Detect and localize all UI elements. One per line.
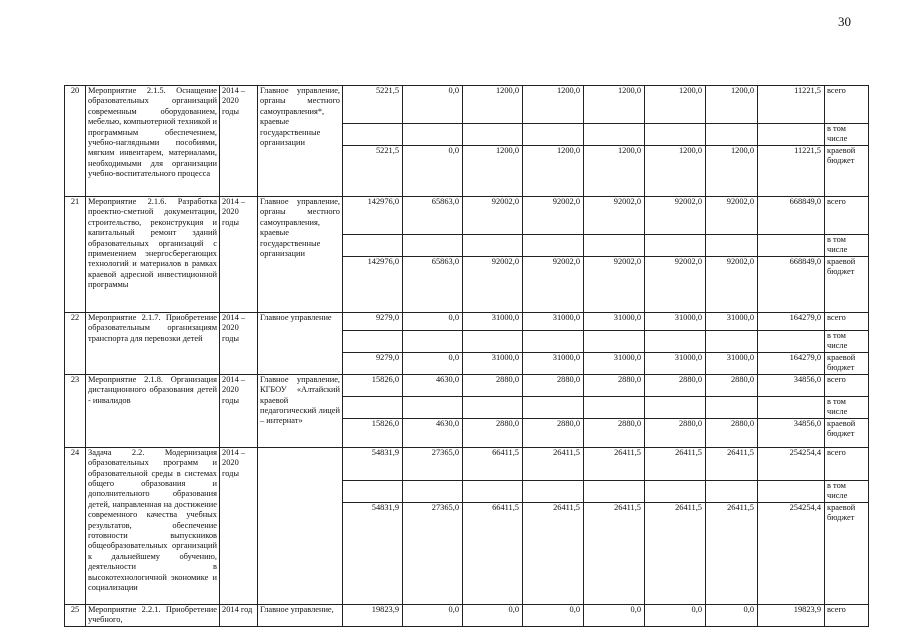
total-value-cell: 92002,0	[523, 197, 584, 235]
budget-value-cell: 9279,0	[343, 353, 403, 375]
total-value-cell: 0,0	[584, 604, 645, 626]
empty-value-cell	[523, 124, 584, 146]
budget-value-cell: 2880,0	[523, 418, 584, 447]
empty-value-cell	[343, 480, 403, 502]
budget-value-cell: 31000,0	[706, 353, 758, 375]
empty-value-cell	[706, 480, 758, 502]
total-value-cell: 92002,0	[463, 197, 523, 235]
total-value-cell: 31000,0	[645, 313, 706, 331]
source-label-cell: всего	[825, 313, 869, 331]
total-value-cell: 164279,0	[758, 313, 825, 331]
budget-value-cell: 26411,5	[706, 502, 758, 604]
budget-value-cell: 31000,0	[645, 353, 706, 375]
total-value-cell: 0,0	[706, 604, 758, 626]
table-row	[65, 86, 869, 124]
budget-value-cell: 26411,5	[584, 502, 645, 604]
row-number-cell: 23	[65, 374, 86, 447]
total-value-cell: 2880,0	[463, 374, 523, 396]
empty-value-cell	[463, 331, 523, 353]
empty-value-cell	[463, 124, 523, 146]
empty-value-cell	[645, 331, 706, 353]
budget-value-cell: 92002,0	[645, 257, 706, 313]
empty-value-cell	[463, 396, 523, 418]
empty-value-cell	[403, 124, 463, 146]
empty-value-cell	[758, 235, 825, 257]
budget-value-cell: 66411,5	[463, 502, 523, 604]
activity-name-cell: Мероприятие 2.1.8. Организация дистанционного образования детей - инвалидов	[86, 374, 220, 447]
source-label-cell: всего	[825, 86, 869, 124]
source-label-cell: всего	[825, 604, 869, 626]
empty-value-cell	[403, 396, 463, 418]
total-value-cell: 0,0	[463, 604, 523, 626]
period-cell: 2014 – 2020 годы	[220, 86, 258, 197]
source-label-cell: краевой бюджет	[825, 146, 869, 197]
total-value-cell: 92002,0	[584, 197, 645, 235]
source-label-cell: в том числе	[825, 235, 869, 257]
empty-value-cell	[758, 124, 825, 146]
table-row	[65, 197, 869, 235]
empty-value-cell	[463, 480, 523, 502]
source-label-cell: всего	[825, 374, 869, 396]
budget-value-cell: 1200,0	[523, 146, 584, 197]
total-value-cell: 66411,5	[463, 447, 523, 480]
source-label-cell: краевой бюджет	[825, 257, 869, 313]
total-value-cell: 142976,0	[343, 197, 403, 235]
activity-name-cell: Мероприятие 2.1.6. Разработка проектно-сметной документации, строительство, реконструкция и капитальный ремонт зданий образовательных организаций с применением энергосберегающих технологий и материалов в рамках краевой адресной инвестиционной программы	[86, 197, 220, 313]
budget-value-cell: 1200,0	[706, 146, 758, 197]
total-value-cell: 9279,0	[343, 313, 403, 331]
empty-value-cell	[584, 480, 645, 502]
budget-value-cell: 26411,5	[523, 502, 584, 604]
budget-value-cell: 0,0	[403, 146, 463, 197]
total-value-cell: 2880,0	[523, 374, 584, 396]
executor-cell	[258, 447, 343, 604]
total-value-cell: 26411,5	[706, 447, 758, 480]
total-value-cell: 11221,5	[758, 86, 825, 124]
activity-name-cell: Задача 2.2. Модернизация образовательных программ и образовательной среды в системах общего образования и дополнительного образования детей, направленная на достижение современного качества учебных результатов, обеспечение готовности выпускников общеобразовательных организаций к дальнейшему обучению, деятельности в высокотехнологичной экономике и социализации	[86, 447, 220, 604]
table-body	[65, 86, 869, 627]
source-label-cell: всего	[825, 447, 869, 480]
budget-value-cell: 31000,0	[463, 353, 523, 375]
total-value-cell: 2880,0	[706, 374, 758, 396]
empty-value-cell	[645, 396, 706, 418]
total-value-cell: 0,0	[645, 604, 706, 626]
empty-value-cell	[403, 331, 463, 353]
total-value-cell: 254254,4	[758, 447, 825, 480]
total-value-cell: 2880,0	[584, 374, 645, 396]
empty-value-cell	[343, 235, 403, 257]
row-number-cell: 22	[65, 313, 86, 375]
empty-value-cell	[645, 124, 706, 146]
empty-value-cell	[584, 235, 645, 257]
total-value-cell: 92002,0	[645, 197, 706, 235]
budget-value-cell: 164279,0	[758, 353, 825, 375]
budget-value-cell: 11221,5	[758, 146, 825, 197]
empty-value-cell	[645, 480, 706, 502]
empty-value-cell	[343, 331, 403, 353]
empty-value-cell	[584, 331, 645, 353]
table-row	[65, 447, 869, 480]
empty-value-cell	[645, 235, 706, 257]
total-value-cell: 54831,9	[343, 447, 403, 480]
period-cell: 2014 – 2020 годы	[220, 447, 258, 604]
source-label-cell: всего	[825, 197, 869, 235]
empty-value-cell	[343, 396, 403, 418]
budget-value-cell: 92002,0	[706, 257, 758, 313]
executor-cell: Главное управление,	[258, 604, 343, 626]
total-value-cell: 65863,0	[403, 197, 463, 235]
budget-value-cell: 2880,0	[706, 418, 758, 447]
empty-value-cell	[463, 235, 523, 257]
empty-value-cell	[758, 331, 825, 353]
budget-value-cell: 254254,4	[758, 502, 825, 604]
activity-name-cell: Мероприятие 2.1.5. Оснащение образовательных организаций современным оборудованием, мебелью, компьютерной техникой и программным обеспечением, учебно-наглядными пособиями, мягким инвентарем, материалами, необходимыми для организации учебно-воспитательного процесса	[86, 86, 220, 197]
table-row	[65, 313, 869, 331]
budget-value-cell: 34856,0	[758, 418, 825, 447]
total-value-cell: 4630,0	[403, 374, 463, 396]
empty-value-cell	[584, 124, 645, 146]
budget-value-cell: 4630,0	[403, 418, 463, 447]
budget-value-cell: 1200,0	[584, 146, 645, 197]
period-cell: 2014 – 2020 годы	[220, 313, 258, 375]
empty-value-cell	[706, 331, 758, 353]
source-label-cell: краевой бюджет	[825, 502, 869, 604]
total-value-cell: 31000,0	[584, 313, 645, 331]
budget-value-cell: 2880,0	[645, 418, 706, 447]
total-value-cell: 2880,0	[645, 374, 706, 396]
budget-value-cell: 15826,0	[343, 418, 403, 447]
budget-value-cell: 1200,0	[463, 146, 523, 197]
total-value-cell: 1200,0	[706, 86, 758, 124]
budget-value-cell: 2880,0	[463, 418, 523, 447]
executor-cell: Главное управление, органы местного самоуправления*, краевые государственные организации	[258, 86, 343, 197]
budget-value-cell: 2880,0	[584, 418, 645, 447]
total-value-cell: 0,0	[403, 313, 463, 331]
period-cell: 2014 – 2020 годы	[220, 374, 258, 447]
budget-value-cell: 1200,0	[645, 146, 706, 197]
executor-cell: Главное управление	[258, 313, 343, 375]
source-label-cell: в том числе	[825, 331, 869, 353]
source-label-cell: в том числе	[825, 124, 869, 146]
total-value-cell: 0,0	[523, 604, 584, 626]
total-value-cell: 31000,0	[706, 313, 758, 331]
empty-value-cell	[343, 124, 403, 146]
total-value-cell: 19823,9	[758, 604, 825, 626]
budget-value-cell: 31000,0	[523, 353, 584, 375]
total-value-cell: 34856,0	[758, 374, 825, 396]
empty-value-cell	[706, 235, 758, 257]
empty-value-cell	[403, 235, 463, 257]
total-value-cell: 26411,5	[584, 447, 645, 480]
total-value-cell: 1200,0	[523, 86, 584, 124]
row-number-cell: 20	[65, 86, 86, 197]
budget-value-cell: 26411,5	[645, 502, 706, 604]
source-label-cell: в том числе	[825, 480, 869, 502]
budget-value-cell: 92002,0	[584, 257, 645, 313]
total-value-cell: 92002,0	[706, 197, 758, 235]
empty-value-cell	[403, 480, 463, 502]
empty-value-cell	[706, 396, 758, 418]
total-value-cell: 5221,5	[343, 86, 403, 124]
program-activities-table	[64, 85, 869, 627]
source-label-cell: в том числе	[825, 396, 869, 418]
budget-value-cell: 5221,5	[343, 146, 403, 197]
empty-value-cell	[758, 480, 825, 502]
budget-value-cell: 65863,0	[403, 257, 463, 313]
period-cell: 2014 – 2020 годы	[220, 197, 258, 313]
total-value-cell: 1200,0	[463, 86, 523, 124]
total-value-cell: 1200,0	[584, 86, 645, 124]
total-value-cell: 31000,0	[463, 313, 523, 331]
row-number-cell: 21	[65, 197, 86, 313]
total-value-cell: 668849,0	[758, 197, 825, 235]
total-value-cell: 0,0	[403, 604, 463, 626]
total-value-cell: 27365,0	[403, 447, 463, 480]
executor-cell: Главное управление, органы местного самоуправления, краевые государственные организации	[258, 197, 343, 313]
budget-value-cell: 92002,0	[463, 257, 523, 313]
page-number: 30	[838, 14, 851, 29]
budget-value-cell: 92002,0	[523, 257, 584, 313]
total-value-cell: 0,0	[403, 86, 463, 124]
budget-value-cell: 27365,0	[403, 502, 463, 604]
row-number-cell: 25	[65, 604, 86, 626]
budget-value-cell: 0,0	[403, 353, 463, 375]
empty-value-cell	[706, 124, 758, 146]
source-label-cell: краевой бюджет	[825, 353, 869, 375]
row-number-cell: 24	[65, 447, 86, 604]
total-value-cell: 26411,5	[645, 447, 706, 480]
empty-value-cell	[523, 396, 584, 418]
executor-cell: Главное управление, КГБОУ «Алтайский краевой педагогический лицей – интернат»	[258, 374, 343, 447]
table-row	[65, 604, 869, 626]
budget-value-cell: 54831,9	[343, 502, 403, 604]
budget-value-cell: 31000,0	[584, 353, 645, 375]
total-value-cell: 19823,9	[343, 604, 403, 626]
empty-value-cell	[758, 396, 825, 418]
table-row	[65, 374, 869, 396]
source-label-cell: краевой бюджет	[825, 418, 869, 447]
activity-name-cell: Мероприятие 2.1.7. Приобретение образовательным организациям транспорта для перевозки детей	[86, 313, 220, 375]
budget-value-cell: 668849,0	[758, 257, 825, 313]
total-value-cell: 31000,0	[523, 313, 584, 331]
total-value-cell: 1200,0	[645, 86, 706, 124]
period-cell: 2014 год	[220, 604, 258, 626]
empty-value-cell	[584, 396, 645, 418]
empty-value-cell	[523, 235, 584, 257]
budget-value-cell: 142976,0	[343, 257, 403, 313]
total-value-cell: 26411,5	[523, 447, 584, 480]
total-value-cell: 15826,0	[343, 374, 403, 396]
empty-value-cell	[523, 480, 584, 502]
empty-value-cell	[523, 331, 584, 353]
activity-name-cell: Мероприятие 2.2.1. Приобретение учебного,	[86, 604, 220, 626]
